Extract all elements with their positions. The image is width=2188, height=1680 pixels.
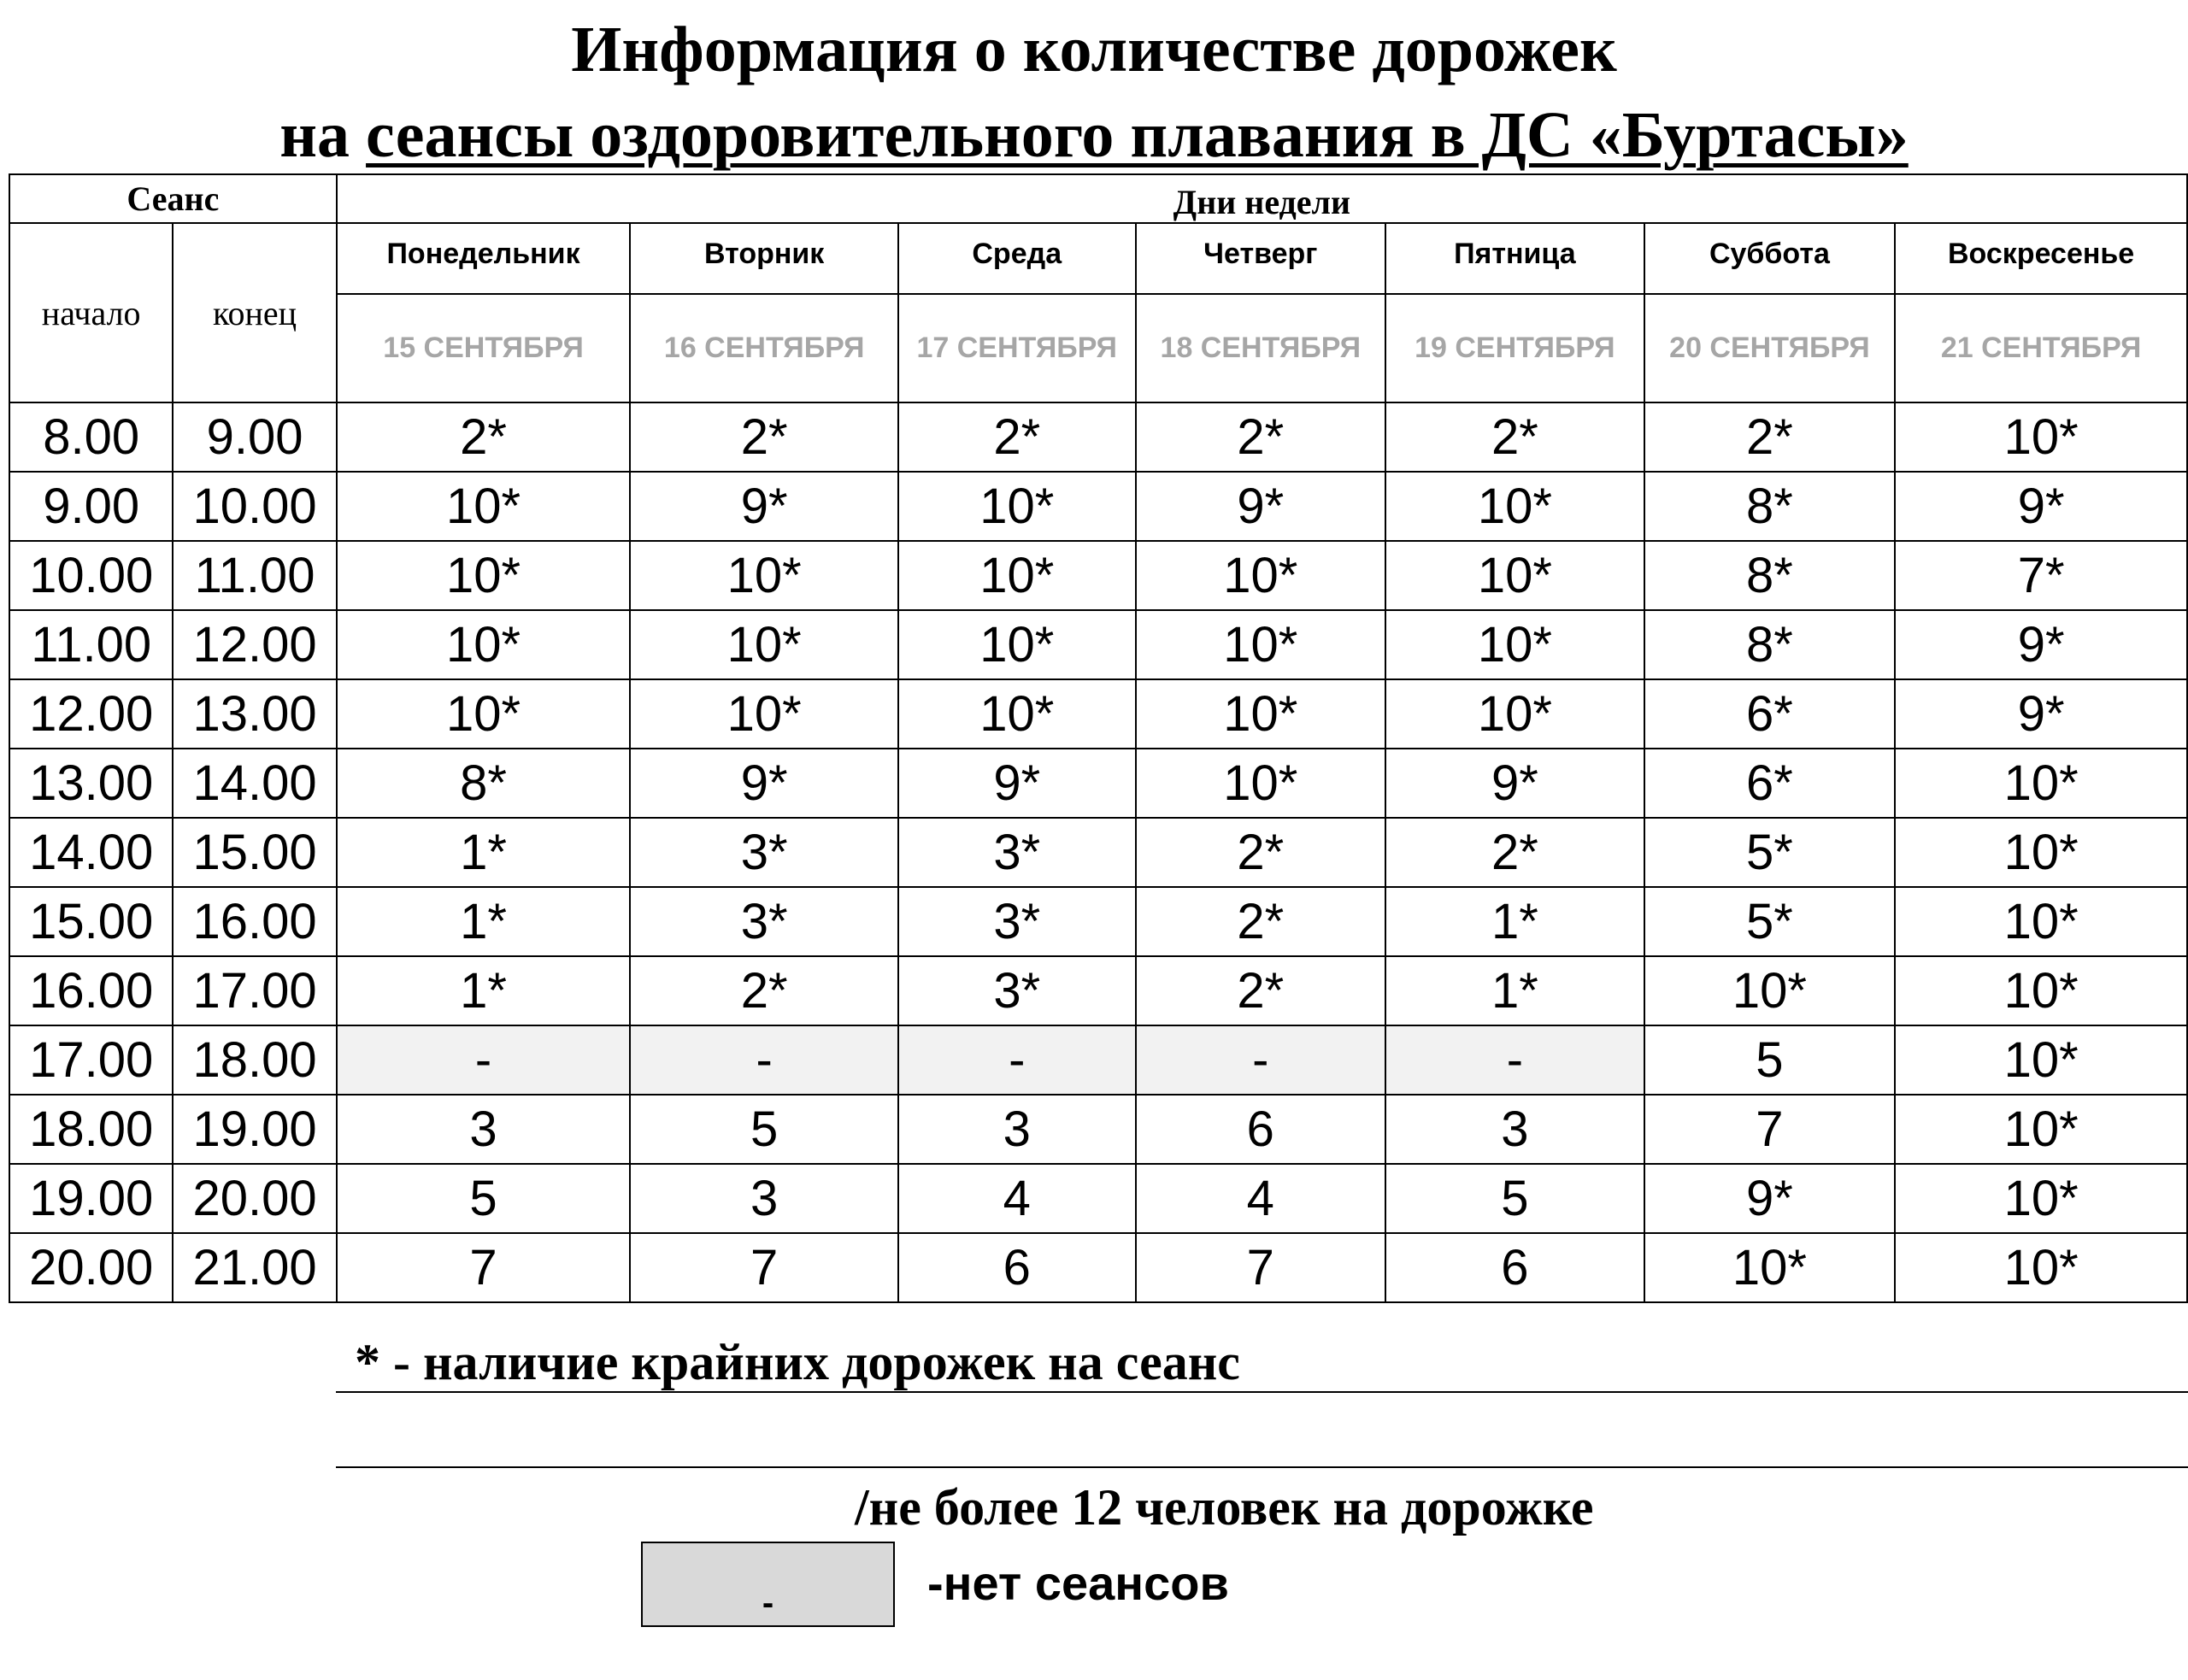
- table-row: [9, 610, 2187, 679]
- lane-count-cell: 10*: [337, 679, 631, 749]
- lane-count-cell: 10*: [1895, 1164, 2187, 1233]
- session-start-cell: 18.00: [9, 1095, 173, 1164]
- legend-symbol: -: [762, 1584, 774, 1622]
- day-date: 19 СЕНТЯБРЯ: [1385, 294, 1644, 402]
- lane-count-cell: 10*: [1895, 749, 2187, 818]
- table-row: [9, 1233, 2187, 1302]
- lane-count-cell: 7: [1644, 1095, 1896, 1164]
- day-name: Суббота: [1644, 223, 1896, 294]
- lane-count-cell: 1*: [1385, 956, 1644, 1025]
- table-row: [9, 818, 2187, 887]
- lane-count-cell: 9*: [898, 749, 1136, 818]
- lane-count-cell: 7*: [1895, 541, 2187, 610]
- session-end-cell: 15.00: [173, 818, 336, 887]
- table-row: [9, 887, 2187, 956]
- divider-line: [336, 1391, 2188, 1393]
- session-header: Сеанс: [9, 174, 337, 223]
- title-line-2: [0, 101, 2188, 169]
- lane-count-cell: 6: [898, 1233, 1136, 1302]
- lane-count-cell: 2*: [898, 402, 1136, 472]
- title-underlined: сеансы оздоровительного плавания в ДС «Буртасы»: [366, 99, 1909, 171]
- session-end-cell: 16.00: [173, 887, 336, 956]
- session-start-cell: 12.00: [9, 679, 173, 749]
- lane-count-cell: 8*: [1644, 541, 1896, 610]
- session-start-cell: 10.00: [9, 541, 173, 610]
- lane-count-cell: -: [1136, 1025, 1386, 1095]
- lane-count-cell: 5: [1385, 1164, 1644, 1233]
- lane-count-cell: 8*: [337, 749, 631, 818]
- lane-count-cell: 3*: [630, 818, 898, 887]
- lane-count-cell: 9*: [630, 472, 898, 541]
- table-row: [9, 956, 2187, 1025]
- session-start-cell: 19.00: [9, 1164, 173, 1233]
- lane-count-cell: 9*: [1895, 472, 2187, 541]
- day-name: Воскресенье: [1895, 223, 2187, 294]
- table-row: [9, 472, 2187, 541]
- lane-count-cell: 10*: [1136, 679, 1386, 749]
- day-name: Четверг: [1136, 223, 1386, 294]
- lane-count-cell: 5: [337, 1164, 631, 1233]
- lane-count-cell: 6*: [1644, 749, 1896, 818]
- lane-count-cell: 4: [898, 1164, 1136, 1233]
- lane-count-cell: 10*: [1644, 956, 1896, 1025]
- lane-count-cell: 2*: [1385, 402, 1644, 472]
- asterisk-note: * - наличие крайних дорожек на сеанс: [355, 1334, 1240, 1390]
- lane-count-cell: 10*: [898, 541, 1136, 610]
- divider-line: [336, 1466, 2188, 1468]
- session-end-cell: 10.00: [173, 472, 336, 541]
- header-row-dates: [9, 294, 2187, 402]
- lane-count-cell: 5: [630, 1095, 898, 1164]
- lane-count-cell: 7: [337, 1233, 631, 1302]
- header-row-days: [9, 223, 2187, 294]
- session-start-cell: 14.00: [9, 818, 173, 887]
- end-header: конец: [173, 223, 336, 402]
- lane-count-cell: 2*: [1136, 956, 1386, 1025]
- session-end-cell: 12.00: [173, 610, 336, 679]
- day-date: 21 СЕНТЯБРЯ: [1895, 294, 2187, 402]
- table-row: [9, 402, 2187, 472]
- days-of-week-header: Дни недели: [337, 174, 2187, 223]
- day-name: Вторник: [630, 223, 898, 294]
- lane-count-cell: 10*: [1895, 1233, 2187, 1302]
- lane-count-cell: 10*: [1895, 1025, 2187, 1095]
- day-date: 20 СЕНТЯБРЯ: [1644, 294, 1896, 402]
- lane-count-cell: 10*: [337, 472, 631, 541]
- lane-count-cell: 9*: [1644, 1164, 1896, 1233]
- lane-count-cell: 2*: [1136, 818, 1386, 887]
- schedule-table: [9, 173, 2188, 1303]
- table-body: [9, 174, 2187, 1302]
- day-name: Пятница: [1385, 223, 1644, 294]
- lane-count-cell: 1*: [337, 887, 631, 956]
- session-start-cell: 11.00: [9, 610, 173, 679]
- session-start-cell: 15.00: [9, 887, 173, 956]
- table-row: [9, 1025, 2187, 1095]
- legend-swatch: [641, 1542, 895, 1627]
- lane-count-cell: 10*: [337, 541, 631, 610]
- session-end-cell: 21.00: [173, 1233, 336, 1302]
- start-header: начало: [9, 223, 173, 402]
- lane-count-cell: 2*: [1385, 818, 1644, 887]
- title-line-1: Информация о количестве дорожек: [571, 14, 1617, 85]
- lane-count-cell: 3: [1385, 1095, 1644, 1164]
- day-name: Среда: [898, 223, 1136, 294]
- lane-count-cell: -: [898, 1025, 1136, 1095]
- lane-count-cell: 3: [630, 1164, 898, 1233]
- lane-count-cell: 3*: [630, 887, 898, 956]
- session-end-cell: 18.00: [173, 1025, 336, 1095]
- lane-count-cell: 6: [1136, 1095, 1386, 1164]
- lane-count-cell: 1*: [337, 818, 631, 887]
- lane-count-cell: 2*: [630, 956, 898, 1025]
- legend-text: -нет сеансов: [927, 1556, 1229, 1610]
- lane-count-cell: 9*: [1895, 679, 2187, 749]
- day-name: Понедельник: [337, 223, 631, 294]
- lane-count-cell: 4: [1136, 1164, 1386, 1233]
- lane-count-cell: 5*: [1644, 818, 1896, 887]
- table-row: [9, 1095, 2187, 1164]
- lane-count-cell: 10*: [898, 679, 1136, 749]
- session-start-cell: 13.00: [9, 749, 173, 818]
- lane-count-cell: 3: [337, 1095, 631, 1164]
- header-row-1: [9, 174, 2187, 223]
- session-start-cell: 17.00: [9, 1025, 173, 1095]
- lane-count-cell: -: [630, 1025, 898, 1095]
- table-row: [9, 749, 2187, 818]
- lane-count-cell: 5: [1644, 1025, 1896, 1095]
- session-end-cell: 17.00: [173, 956, 336, 1025]
- lane-count-cell: 10*: [1385, 679, 1644, 749]
- lane-count-cell: 10*: [1895, 818, 2187, 887]
- session-start-cell: 16.00: [9, 956, 173, 1025]
- session-end-cell: 13.00: [173, 679, 336, 749]
- lane-count-cell: 8*: [1644, 610, 1896, 679]
- lane-count-cell: 10*: [1895, 887, 2187, 956]
- lane-count-cell: 3*: [898, 818, 1136, 887]
- day-date: 17 СЕНТЯБРЯ: [898, 294, 1136, 402]
- lane-count-cell: 8*: [1644, 472, 1896, 541]
- lane-count-cell: 10*: [337, 610, 631, 679]
- lane-count-cell: 10*: [1895, 1095, 2187, 1164]
- day-date: 16 СЕНТЯБРЯ: [630, 294, 898, 402]
- lane-count-cell: 3: [898, 1095, 1136, 1164]
- lane-limit-note: /не более 12 человек на дорожке: [855, 1479, 1594, 1536]
- lane-count-cell: 1*: [337, 956, 631, 1025]
- lane-count-cell: 2*: [630, 402, 898, 472]
- lane-count-cell: 10*: [898, 610, 1136, 679]
- table-row: [9, 1164, 2187, 1233]
- lane-count-cell: 10*: [1385, 472, 1644, 541]
- lane-count-cell: -: [337, 1025, 631, 1095]
- lane-count-cell: -: [1385, 1025, 1644, 1095]
- lane-count-cell: 10*: [630, 541, 898, 610]
- title-prefix: на: [279, 99, 367, 171]
- session-end-cell: 9.00: [173, 402, 336, 472]
- day-date: 15 СЕНТЯБРЯ: [337, 294, 631, 402]
- lane-count-cell: 10*: [1385, 541, 1644, 610]
- session-end-cell: 14.00: [173, 749, 336, 818]
- lane-count-cell: 6*: [1644, 679, 1896, 749]
- lane-count-cell: 9*: [630, 749, 898, 818]
- lane-count-cell: 7: [1136, 1233, 1386, 1302]
- lane-count-cell: 5*: [1644, 887, 1896, 956]
- lane-count-cell: 10*: [1136, 610, 1386, 679]
- session-end-cell: 19.00: [173, 1095, 336, 1164]
- session-start-cell: 8.00: [9, 402, 173, 472]
- lane-count-cell: 10*: [1385, 610, 1644, 679]
- lane-count-cell: 10*: [630, 679, 898, 749]
- lane-count-cell: 6: [1385, 1233, 1644, 1302]
- lane-count-cell: 1*: [1385, 887, 1644, 956]
- table-row: [9, 679, 2187, 749]
- session-end-cell: 11.00: [173, 541, 336, 610]
- lane-count-cell: 3*: [898, 956, 1136, 1025]
- day-date: 18 СЕНТЯБРЯ: [1136, 294, 1386, 402]
- lane-count-cell: 10*: [898, 472, 1136, 541]
- lane-count-cell: 10*: [1644, 1233, 1896, 1302]
- lane-count-cell: 10*: [630, 610, 898, 679]
- lane-count-cell: 2*: [1136, 887, 1386, 956]
- lane-count-cell: 9*: [1136, 472, 1386, 541]
- lane-count-cell: 9*: [1895, 610, 2187, 679]
- session-start-cell: 20.00: [9, 1233, 173, 1302]
- lane-count-cell: 10*: [1136, 749, 1386, 818]
- lane-count-cell: 3*: [898, 887, 1136, 956]
- lane-count-cell: 10*: [1136, 541, 1386, 610]
- session-end-cell: 20.00: [173, 1164, 336, 1233]
- session-start-cell: 9.00: [9, 472, 173, 541]
- lane-count-cell: 10*: [1895, 402, 2187, 472]
- lane-count-cell: 2*: [1136, 402, 1386, 472]
- lane-count-cell: 2*: [337, 402, 631, 472]
- table-row: [9, 541, 2187, 610]
- lane-count-cell: 2*: [1644, 402, 1896, 472]
- lane-count-cell: 10*: [1895, 956, 2187, 1025]
- lane-count-cell: 7: [630, 1233, 898, 1302]
- lane-count-cell: 9*: [1385, 749, 1644, 818]
